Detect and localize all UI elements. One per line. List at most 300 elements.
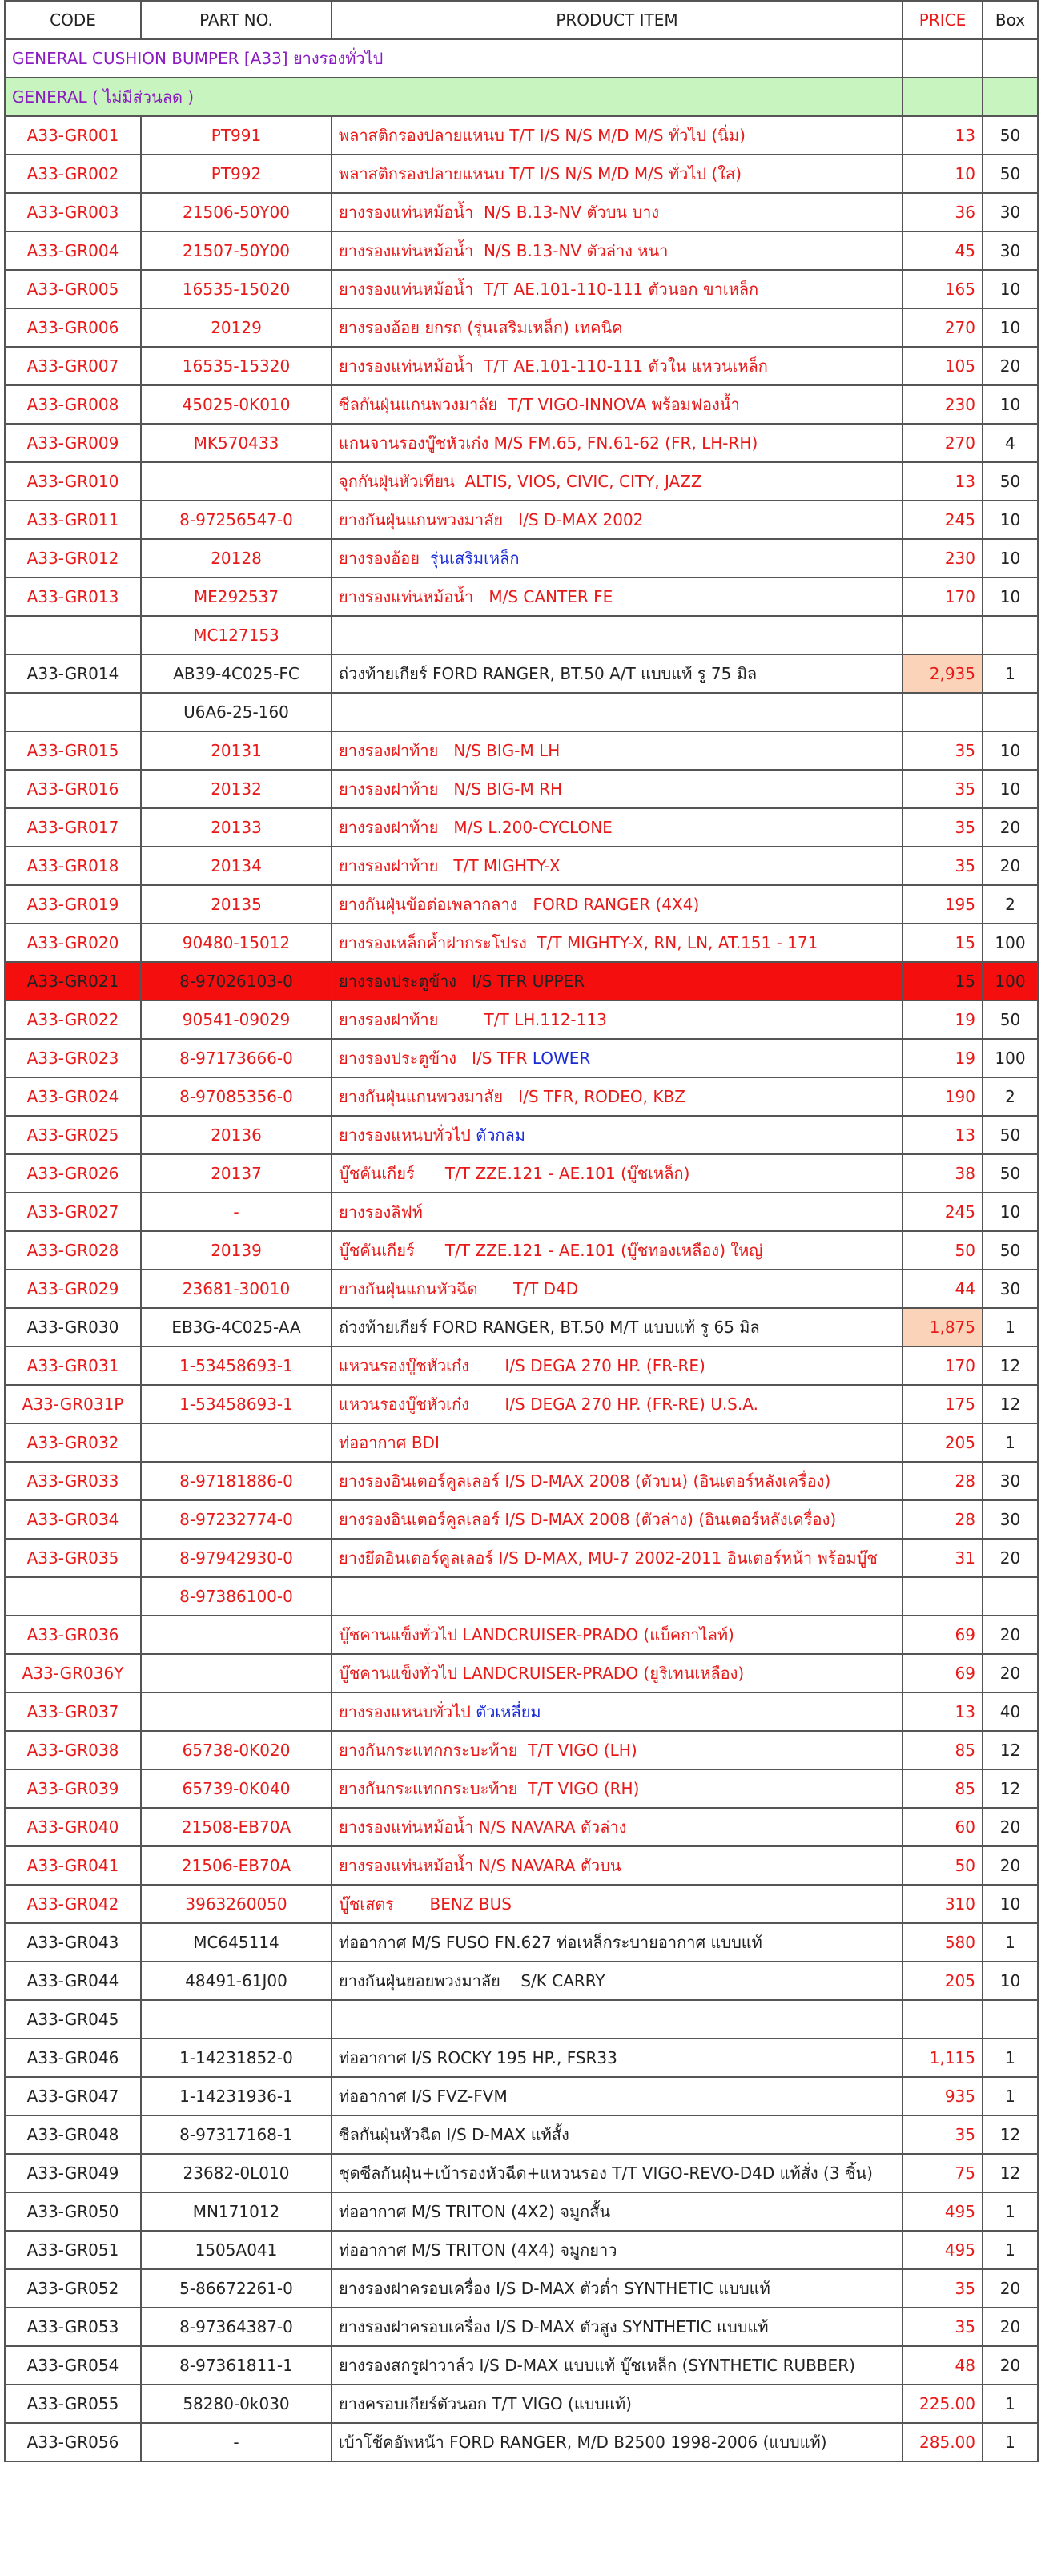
cell-box: 100 — [983, 962, 1038, 1000]
cell-part-no — [141, 462, 332, 501]
cell-box: 20 — [983, 1616, 1038, 1654]
product-item-text: ยางรองอ้อย — [339, 549, 430, 568]
cell-price: 35 — [902, 2115, 983, 2154]
product-item-text: ยางกันฝุ่นยอยพวงมาลัย S/K CARRY — [339, 1971, 605, 1990]
cell-price: 205 — [902, 1962, 983, 2000]
cell-part-no: 5-86672261-0 — [141, 2269, 332, 2308]
cell-price: 60 — [902, 1808, 983, 1846]
cell-code: A33-GR031 — [5, 1346, 141, 1385]
cell-box: 1 — [983, 2231, 1038, 2269]
cell-code: A33-GR019 — [5, 885, 141, 924]
table-row — [5, 1654, 1038, 1693]
cell-part-no: 20136 — [141, 1116, 332, 1154]
header-part-no: PART NO. — [141, 1, 332, 39]
product-item-text: จุกกันฝุ่นหัวเทียน ALTIS, VIOS, CIVIC, CITY, JAZZ — [339, 472, 702, 491]
cell-product-item — [332, 2077, 902, 2115]
table-row — [5, 2423, 1038, 2461]
cell-price: 245 — [902, 1193, 983, 1231]
cell-price: 175 — [902, 1385, 983, 1423]
cell-code: A33-GR002 — [5, 155, 141, 193]
cell-box: 1 — [983, 1423, 1038, 1462]
cell-product-item — [332, 2154, 902, 2192]
cell-product-item — [332, 1193, 902, 1231]
cell-price: 19 — [902, 1000, 983, 1039]
product-item-variant: รุ่นเสริมเหล็ก — [429, 549, 520, 568]
table-row — [5, 2269, 1038, 2308]
table-row — [5, 1731, 1038, 1769]
product-item-text: ยางกันฝุ่นแกนพวงมาลัย I/S D-MAX 2002 — [339, 510, 644, 529]
cell-part-no: 20128 — [141, 539, 332, 578]
cell-product-item — [332, 1154, 902, 1193]
table-row — [5, 1769, 1038, 1808]
cell-box — [983, 616, 1038, 654]
cell-part-no: 8-97256547-0 — [141, 501, 332, 539]
cell-code: A33-GR007 — [5, 347, 141, 385]
cell-price: 85 — [902, 1769, 983, 1808]
cell-box: 20 — [983, 2269, 1038, 2308]
table-row — [5, 231, 1038, 270]
cell-code: A33-GR005 — [5, 270, 141, 308]
cell-code: A33-GR027 — [5, 1193, 141, 1231]
cell-code: A33-GR011 — [5, 501, 141, 539]
cell-price: 31 — [902, 1539, 983, 1577]
cell-part-no: 20134 — [141, 847, 332, 885]
table-row — [5, 1808, 1038, 1846]
cell-product-item — [332, 847, 902, 885]
cell-price: 170 — [902, 578, 983, 616]
cell-part-no — [141, 1423, 332, 1462]
cell-part-no: 23682-0L010 — [141, 2154, 332, 2192]
cell-part-no: PT991 — [141, 116, 332, 155]
table-row — [5, 2154, 1038, 2192]
product-item-text: ยางรองเหล็กค้ำฝากระโปรง T/T MIGHTY-X, RN, LN, AT.151 - 171 — [339, 933, 818, 952]
cell-part-no: 90480-15012 — [141, 924, 332, 962]
cell-product-item — [332, 2231, 902, 2269]
cell-product-item — [332, 1000, 902, 1039]
cell-part-no: 20129 — [141, 308, 332, 347]
cell-box: 12 — [983, 1731, 1038, 1769]
cell-code: A33-GR008 — [5, 385, 141, 424]
table-row — [5, 1231, 1038, 1270]
cell-price: 170 — [902, 1346, 983, 1385]
product-item-variant: ตัวเหลี่ยม — [476, 1702, 541, 1721]
table-row — [5, 2385, 1038, 2423]
table-row — [5, 2077, 1038, 2115]
cell-price: 35 — [902, 847, 983, 885]
cell-code: A33-GR036 — [5, 1616, 141, 1654]
cell-product-item — [332, 231, 902, 270]
product-item-text: ยางรองฝาท้าย T/T LH.112-113 — [339, 1010, 607, 1029]
cell-price: 36 — [902, 193, 983, 231]
cell-part-no: 16535-15020 — [141, 270, 332, 308]
cell-box: 10 — [983, 770, 1038, 808]
cell-product-item — [332, 1654, 902, 1693]
table-row — [5, 270, 1038, 308]
cell-part-no: 8-97181886-0 — [141, 1462, 332, 1500]
cell-part-no: 20131 — [141, 731, 332, 770]
cell-code: A33-GR034 — [5, 1500, 141, 1539]
table-row — [5, 731, 1038, 770]
cell-box: 10 — [983, 731, 1038, 770]
cell-price: 35 — [902, 2308, 983, 2346]
cell-price: 28 — [902, 1500, 983, 1539]
group-title-row — [5, 78, 1038, 116]
cell-code: A33-GR004 — [5, 231, 141, 270]
cell-box: 1 — [983, 654, 1038, 693]
product-item-text: ซีลกันฝุ่นแกนพวงมาลัย T/T VIGO-INNOVA พร้อมฟองน้ำ — [339, 395, 740, 414]
cell-code: A33-GR045 — [5, 2000, 141, 2039]
cell-price: 13 — [902, 1693, 983, 1731]
cell-product-item — [332, 2039, 902, 2077]
cell-code: A33-GR031P — [5, 1385, 141, 1423]
cell-price: 28 — [902, 1462, 983, 1500]
cell-code: A33-GR025 — [5, 1116, 141, 1154]
cell-part-no: 8-97942930-0 — [141, 1539, 332, 1577]
product-item-text: พลาสติกรองปลายแหนบ T/T I/S N/S M/D M/S ทั่วไป (นิ่ม) — [339, 126, 746, 145]
product-item-text: ชุดซีลกันฝุ่น+เบ้ารองหัวฉีด+แหวนรอง T/T VIGO-REVO-D4D แท้สั่ง (3 ชิ้น) — [339, 2163, 873, 2183]
cell-price: 230 — [902, 385, 983, 424]
cell-box: 20 — [983, 347, 1038, 385]
product-item-text: ยางรองแท่นหม้อน้ำ N/S B.13-NV ตัวล่าง หนา — [339, 241, 669, 260]
cell-code: A33-GR013 — [5, 578, 141, 616]
cell-box: 50 — [983, 1116, 1038, 1154]
table-row — [5, 1616, 1038, 1654]
group-title: GENERAL ( ไม่มีส่วนลด ) — [5, 78, 902, 116]
table-row — [5, 1962, 1038, 2000]
cell-price: 230 — [902, 539, 983, 578]
cell-price: 310 — [902, 1885, 983, 1923]
cell-price: 13 — [902, 462, 983, 501]
table-row — [5, 1346, 1038, 1385]
cell-product-item — [332, 155, 902, 193]
table-row — [5, 885, 1038, 924]
cell-product-item — [332, 616, 902, 654]
cell-code: A33-GR035 — [5, 1539, 141, 1577]
cell-price: 495 — [902, 2192, 983, 2231]
cell-code: A33-GR024 — [5, 1077, 141, 1116]
cell-part-no: 20135 — [141, 885, 332, 924]
cell-box — [983, 1577, 1038, 1616]
cell-box: 20 — [983, 1654, 1038, 1693]
product-item-text: ยางรองแท่นหม้อน้ำ M/S CANTER FE — [339, 587, 613, 606]
table-row — [5, 193, 1038, 231]
cell-code: A33-GR021 — [5, 962, 141, 1000]
cell-box: 50 — [983, 116, 1038, 155]
cell-part-no: 21506-50Y00 — [141, 193, 332, 231]
cell-price: 165 — [902, 270, 983, 308]
cell-price: 1,115 — [902, 2039, 983, 2077]
cell-price: 495 — [902, 2231, 983, 2269]
product-item-text: ยางรองฝาครอบเครื่อง I/S D-MAX ตัวสูง SYNTHETIC แบบแท้ — [339, 2317, 769, 2337]
product-item-text: บู๊ชคันเกียร์ T/T ZZE.121 - AE.101 (บู๊ชเหล็ก) — [339, 1164, 690, 1183]
cell-part-no: 45025-0K010 — [141, 385, 332, 424]
cell-product-item — [332, 1500, 902, 1539]
cell-price: 13 — [902, 116, 983, 155]
cell-price: 15 — [902, 924, 983, 962]
cell-code: A33-GR017 — [5, 808, 141, 847]
table-row — [5, 1423, 1038, 1462]
product-item-text: ถ่วงท้ายเกียร์ FORD RANGER, BT.50 A/T แบบแท้ รู 75 มิล — [339, 664, 758, 683]
cell-part-no: 20137 — [141, 1154, 332, 1193]
cell-part-no: 90541-09029 — [141, 1000, 332, 1039]
cell-product-item — [332, 1385, 902, 1423]
cell-box: 1 — [983, 2385, 1038, 2423]
cell-code: A33-GR037 — [5, 1693, 141, 1731]
product-item-text: ยางกันฝุ่นแกนหัวฉีด T/T D4D — [339, 1279, 579, 1298]
cell-part-no: MC645114 — [141, 1923, 332, 1962]
cell-price: 225.00 — [902, 2385, 983, 2423]
cell-product-item — [332, 347, 902, 385]
cell-part-no: U6A6-25-160 — [141, 693, 332, 731]
cell-code: A33-GR029 — [5, 1270, 141, 1308]
table-row — [5, 1539, 1038, 1577]
product-item-text: บู๊ชคันเกียร์ T/T ZZE.121 - AE.101 (บู๊ชทองเหลือง) ใหญ่ — [339, 1241, 763, 1260]
cell-box: 10 — [983, 1885, 1038, 1923]
cell-price: 195 — [902, 885, 983, 924]
product-item-text: ยางครอบเกียร์ตัวนอก T/T VIGO (แบบแท้) — [339, 2394, 632, 2413]
cell-code: A33-GR036Y — [5, 1654, 141, 1693]
cell-price: 205 — [902, 1423, 983, 1462]
cell-part-no: 1-53458693-1 — [141, 1346, 332, 1385]
product-item-text: ซีลกันฝุ่นหัวฉีด I/S D-MAX แท้สั้ง — [339, 2125, 569, 2144]
product-item-text: ท่ออากาศ M/S FUSO FN.627 ท่อเหล็กระบายอากาศ แบบแท้ — [339, 1933, 762, 1952]
cell-price: 85 — [902, 1731, 983, 1769]
table-row — [5, 1077, 1038, 1116]
table-row — [5, 1154, 1038, 1193]
product-item-text: ยางรองอ้อย ยกรถ (รุ่นเสริมเหล็ก) เทคนิค — [339, 318, 623, 337]
cell-part-no: 1-14231936-1 — [141, 2077, 332, 2115]
cell-part-no: 58280-0k030 — [141, 2385, 332, 2423]
cell-product-item — [332, 1346, 902, 1385]
cell-price — [902, 616, 983, 654]
cell-price: 50 — [902, 1846, 983, 1885]
cell-part-no: - — [141, 1193, 332, 1231]
cell-code: A33-GR039 — [5, 1769, 141, 1808]
cell-part-no: 20133 — [141, 808, 332, 847]
table-row — [5, 385, 1038, 424]
cell-code: A33-GR054 — [5, 2346, 141, 2385]
table-row — [5, 155, 1038, 193]
cell-part-no: 8-97361811-1 — [141, 2346, 332, 2385]
cell-product-item — [332, 2269, 902, 2308]
table-row — [5, 616, 1038, 654]
cell-product-item — [332, 2346, 902, 2385]
cell-product-item — [332, 424, 902, 462]
cell-product-item — [332, 1885, 902, 1923]
product-item-text: ท่ออากาศ M/S TRITON (4X2) จมูกสั้น — [339, 2202, 611, 2221]
cell-part-no: 8-97232774-0 — [141, 1500, 332, 1539]
cell-part-no: 65738-0K020 — [141, 1731, 332, 1769]
table-row — [5, 2039, 1038, 2077]
cell-box: 100 — [983, 1039, 1038, 1077]
product-item-text: ยางกันกระแทกกระบะท้าย T/T VIGO (RH) — [339, 1779, 640, 1798]
cell-price: 69 — [902, 1616, 983, 1654]
cell-product-item — [332, 462, 902, 501]
cell-code: A33-GR006 — [5, 308, 141, 347]
cell-box: 10 — [983, 270, 1038, 308]
table-row — [5, 924, 1038, 962]
cell-code: A33-GR042 — [5, 1885, 141, 1923]
product-item-text: ยางรองลิฟท์ — [339, 1202, 423, 1222]
cell-part-no — [141, 1616, 332, 1654]
cell-box: 1 — [983, 2192, 1038, 2231]
group-empty-price — [902, 78, 983, 116]
cell-code: A33-GR040 — [5, 1808, 141, 1846]
cell-box: 30 — [983, 1270, 1038, 1308]
table-row — [5, 347, 1038, 385]
cell-product-item — [332, 539, 902, 578]
cell-price: 35 — [902, 808, 983, 847]
product-item-text: ยางรองแหนบทั่วไป — [339, 1702, 476, 1721]
cell-price: 245 — [902, 501, 983, 539]
cell-part-no: 48491-61J00 — [141, 1962, 332, 2000]
cell-product-item — [332, 1231, 902, 1270]
cell-box: 20 — [983, 1539, 1038, 1577]
cell-box: 50 — [983, 1000, 1038, 1039]
cell-box: 50 — [983, 462, 1038, 501]
table-row — [5, 1693, 1038, 1731]
parts-price-table — [4, 0, 1039, 2462]
product-item-text: บู๊ชคานแข็งทั่วไป LANDCRUISER-PRADO (แบ็คกาไลท์) — [339, 1625, 734, 1644]
cell-product-item — [332, 1769, 902, 1808]
cell-box: 10 — [983, 539, 1038, 578]
table-row — [5, 808, 1038, 847]
cell-part-no: 8-97026103-0 — [141, 962, 332, 1000]
product-item-text: ยางกันกระแทกกระบะท้าย T/T VIGO (LH) — [339, 1741, 637, 1760]
product-item-text: ยางรองอินเตอร์คูลเลอร์ I/S D-MAX 2008 (ตัวล่าง) (อินเตอร์หลังเครื่อง) — [339, 1510, 837, 1529]
table-row — [5, 1500, 1038, 1539]
cell-box: 12 — [983, 1769, 1038, 1808]
cell-code: A33-GR041 — [5, 1846, 141, 1885]
cell-product-item — [332, 885, 902, 924]
cell-box: 1 — [983, 2039, 1038, 2077]
cell-box: 20 — [983, 1808, 1038, 1846]
cell-code: A33-GR047 — [5, 2077, 141, 2115]
product-item-variant: LOWER — [532, 1049, 591, 1068]
product-item-text: พลาสติกรองปลายแหนบ T/T I/S N/S M/D M/S ทั่วไป (ใส) — [339, 164, 742, 183]
cell-code: A33-GR012 — [5, 539, 141, 578]
cell-price — [902, 1577, 983, 1616]
cell-box: 12 — [983, 2154, 1038, 2192]
cell-box: 30 — [983, 1462, 1038, 1500]
cell-part-no: 65739-0K040 — [141, 1769, 332, 1808]
table-row — [5, 424, 1038, 462]
table-row — [5, 2192, 1038, 2231]
cell-part-no — [141, 1654, 332, 1693]
cell-price: 13 — [902, 1116, 983, 1154]
cell-product-item — [332, 1462, 902, 1500]
cell-product-item — [332, 693, 902, 731]
cell-price: 190 — [902, 1077, 983, 1116]
cell-part-no: ME292537 — [141, 578, 332, 616]
product-item-text: ยางรองแท่นหม้อน้ำ T/T AE.101-110-111 ตัวใน แหวนเหล็ก — [339, 356, 768, 376]
cell-box: 10 — [983, 308, 1038, 347]
cell-product-item — [332, 1923, 902, 1962]
group-empty-box — [983, 78, 1038, 116]
cell-box: 10 — [983, 501, 1038, 539]
cell-code: A33-GR018 — [5, 847, 141, 885]
table-row — [5, 308, 1038, 347]
cell-product-item — [332, 770, 902, 808]
cell-code: A33-GR051 — [5, 2231, 141, 2269]
section-empty-box — [983, 39, 1038, 78]
product-item-text: ยางรองแท่นหม้อน้ำ N/S NAVARA ตัวบน — [339, 1856, 621, 1875]
cell-price: 19 — [902, 1039, 983, 1077]
cell-product-item — [332, 1077, 902, 1116]
cell-box: 30 — [983, 193, 1038, 231]
cell-part-no: PT992 — [141, 155, 332, 193]
product-item-text: ยางกันฝุ่นแกนพวงมาลัย I/S TFR, RODEO, KBZ — [339, 1087, 685, 1106]
table-row — [5, 501, 1038, 539]
product-item-text: ท่ออากาศ M/S TRITON (4X4) จมูกยาว — [339, 2240, 617, 2260]
cell-code — [5, 1577, 141, 1616]
cell-code — [5, 616, 141, 654]
cell-price: 35 — [902, 731, 983, 770]
cell-box: 12 — [983, 1385, 1038, 1423]
table-row — [5, 116, 1038, 155]
cell-product-item — [332, 1308, 902, 1346]
cell-part-no: MC127153 — [141, 616, 332, 654]
table-row — [5, 962, 1038, 1000]
cell-code: A33-GR028 — [5, 1231, 141, 1270]
cell-box: 30 — [983, 231, 1038, 270]
cell-code: A33-GR009 — [5, 424, 141, 462]
cell-code: A33-GR026 — [5, 1154, 141, 1193]
cell-product-item — [332, 2385, 902, 2423]
cell-code: A33-GR048 — [5, 2115, 141, 2154]
product-item-text: ท่ออากาศ I/S ROCKY 195 HP., FSR33 — [339, 2048, 617, 2067]
cell-code: A33-GR014 — [5, 654, 141, 693]
table-row — [5, 2231, 1038, 2269]
cell-product-item — [332, 193, 902, 231]
table-row — [5, 1039, 1038, 1077]
cell-part-no: AB39-4C025-FC — [141, 654, 332, 693]
product-item-text: ยางรองฝาท้าย T/T MIGHTY-X — [339, 856, 561, 875]
cell-product-item — [332, 1039, 902, 1077]
cell-code: A33-GR003 — [5, 193, 141, 231]
cell-part-no: MK570433 — [141, 424, 332, 462]
cell-code: A33-GR056 — [5, 2423, 141, 2461]
section-empty-price — [902, 39, 983, 78]
table-row — [5, 654, 1038, 693]
cell-product-item — [332, 270, 902, 308]
cell-box — [983, 693, 1038, 731]
cell-product-item — [332, 308, 902, 347]
product-item-text: ยางรองฝาท้าย N/S BIG-M LH — [339, 741, 561, 760]
cell-box: 1 — [983, 2077, 1038, 2115]
product-item-text: ยางรองฝาครอบเครื่อง I/S D-MAX ตัวต่ำ SYNTHETIC แบบแท้ — [339, 2279, 770, 2298]
cell-product-item — [332, 1616, 902, 1654]
cell-code: A33-GR022 — [5, 1000, 141, 1039]
cell-part-no: 21508-EB70A — [141, 1808, 332, 1846]
cell-box: 1 — [983, 1308, 1038, 1346]
cell-part-no: 1505A041 — [141, 2231, 332, 2269]
cell-box: 20 — [983, 2346, 1038, 2385]
cell-part-no: 20132 — [141, 770, 332, 808]
cell-box: 2 — [983, 885, 1038, 924]
product-item-text: ยางรองอินเตอร์คูลเลอร์ I/S D-MAX 2008 (ตัวบน) (อินเตอร์หลังเครื่อง) — [339, 1471, 831, 1491]
cell-product-item — [332, 1808, 902, 1846]
product-item-text: เบ้าโช้คอัพหน้า FORD RANGER, M/D B2500 1998-2006 (แบบแท้) — [339, 2433, 827, 2452]
cell-code: A33-GR030 — [5, 1308, 141, 1346]
cell-box — [983, 2000, 1038, 2039]
product-item-text: แหวนรองบู๊ชหัวเก๋ง I/S DEGA 270 HP. (FR-RE) — [339, 1356, 705, 1375]
cell-part-no: 21507-50Y00 — [141, 231, 332, 270]
cell-product-item — [332, 2115, 902, 2154]
cell-price: 35 — [902, 2269, 983, 2308]
cell-price: 935 — [902, 2077, 983, 2115]
table-row — [5, 1577, 1038, 1616]
